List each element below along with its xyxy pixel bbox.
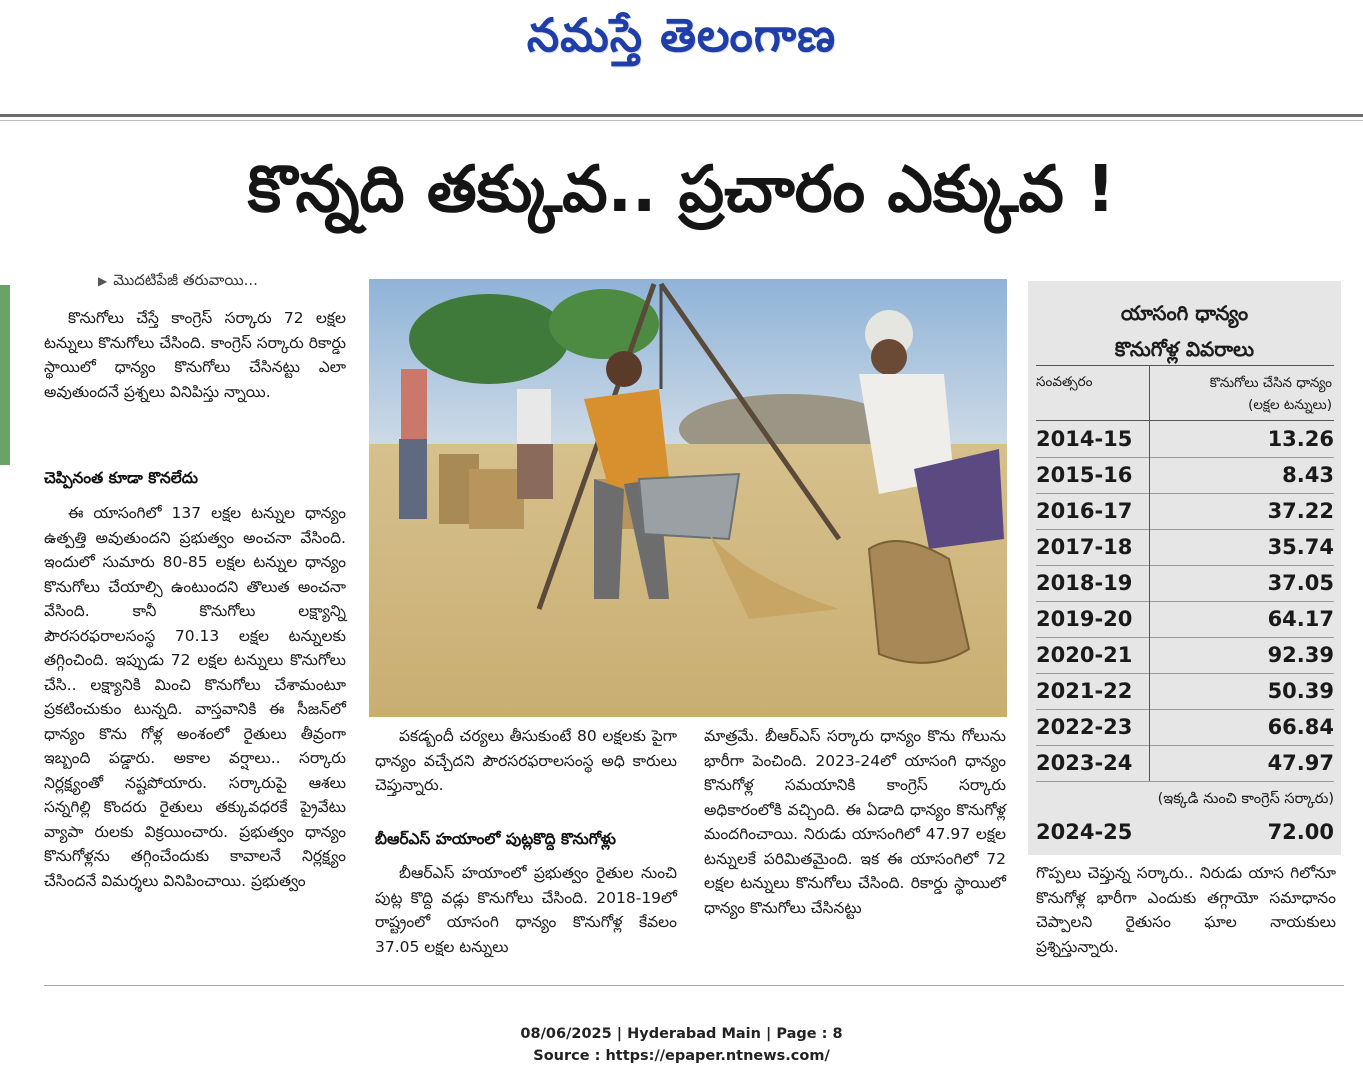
- adjacent-photo-edge: [0, 285, 10, 465]
- table-note: (ఇక్కడి నుంచి కాంగ్రెస్ సర్కారు): [1157, 791, 1334, 807]
- column-divider: [1149, 637, 1150, 673]
- row-value: 50.39: [1267, 679, 1334, 703]
- row-value: 13.26: [1267, 427, 1334, 451]
- row-year: 2020-21: [1036, 643, 1133, 667]
- table-row: [1036, 745, 1334, 782]
- masthead-rule-thin: [0, 120, 1363, 121]
- row-year: 2019-20: [1036, 607, 1133, 631]
- left-column-body: [44, 501, 346, 893]
- column-divider: [1149, 421, 1150, 457]
- left-subhead: చెప్పినంత కూడా కొనలేదు: [44, 469, 199, 487]
- final-year: 2024-25: [1036, 820, 1133, 844]
- masthead-rule: [0, 114, 1363, 117]
- row-year: 2021-22: [1036, 679, 1133, 703]
- chevron-right-icon: ▶: [98, 274, 108, 288]
- row-year: 2023-24: [1036, 751, 1133, 775]
- column-divider: [1149, 457, 1150, 493]
- table-header: [1036, 365, 1334, 421]
- row-year: 2017-18: [1036, 535, 1133, 559]
- column-divider: [1149, 673, 1150, 709]
- table-title: [1028, 295, 1341, 367]
- middle-para-2: బీఆర్‌ఎస్ హయాంలో ప్రభుత్వం రైతుల నుంచి పుట్ల కొద్ది వడ్లు కొనుగోలు చేసింది. 2018-19లో రాష్ట్రంలో యాసంగి ధాన్యం కొనుగోళ్ల కేవలం 37.05 లక్షల టన్నులు: [375, 864, 677, 956]
- left-para-1: కొనుగోలు చేస్తే కాంగ్రెస్ సర్కారు 72 లక్షల టన్నులు కొనుగోలు చేసింది. కాంగ్రెస్ సర్కారు రికార్డు స్థాయిలో ధాన్యం కొనుగోలు చేసినట్టు ఎలా అవుతుందనే ప్రశ్నలు వినిపిస్తు న్నాయి.: [44, 309, 346, 401]
- row-value: 37.05: [1267, 571, 1334, 595]
- table-row: [1036, 421, 1334, 458]
- table-title-line-1: యాసంగి ధాన్యం: [1120, 301, 1249, 325]
- footer: [0, 1023, 1363, 1067]
- column-header-value: [1152, 372, 1332, 416]
- continued-label: మొదటిపేజీ తరువాయి...: [113, 271, 258, 289]
- row-year: 2015-16: [1036, 463, 1133, 487]
- column-divider: [1149, 366, 1150, 420]
- table-title-line-2: కొనుగోళ్ల వివరాలు: [1114, 337, 1255, 361]
- row-year: 2014-15: [1036, 427, 1133, 451]
- column-header-unit: (లక్షల టన్నులు): [1248, 397, 1332, 413]
- row-value: 66.84: [1267, 715, 1334, 739]
- far-right-para-1: గొప్పలు చెప్తున్న సర్కారు.. నిరుడు యాస గిలోనూ కొనుగోళ్ల భారీగా ఎందుకు తగ్గాయో సమాధానం చెప్పాలని రైతుసం ఘాల నాయకులు ప్రశ్నిస్తున్నారు.: [1036, 864, 1336, 956]
- table-row: [1036, 529, 1334, 566]
- row-value: 47.97: [1267, 751, 1334, 775]
- news-photo-grain-procurement: [369, 279, 1007, 717]
- photo-illustration: [369, 279, 1007, 717]
- table-row: [1036, 673, 1334, 710]
- right-para-1: మాత్రమే. బీఆర్‌ఎస్ సర్కారు ధాన్యం కొను గోలును భారీగా పెంచింది. 2023-24లో యాసంగి ధాన్యం కొనుగోళ్ల సమయానికి కాంగ్రెస్ సర్కారు అధికారంలోకి వచ్చింది. ఈ ఏడాది ధాన్యం కొనుగోళ్ల మందగించాయి. నిరుడు యాసంగిలో 47.97 లక్షల టన్నులకే పరిమితమైంది. ఇక ఈ యాసంగిలో 72 లక్షల టన్నులు కొనుగోలు చేసింది. రికార్డు స్థాయిలో ధాన్యం కొనుగోలు చేసినట్టు: [704, 727, 1006, 917]
- row-year: 2022-23: [1036, 715, 1133, 739]
- row-value: 64.17: [1267, 607, 1334, 631]
- column-divider: [1149, 529, 1150, 565]
- procurement-table-box: [1028, 281, 1341, 855]
- column-divider: [1149, 745, 1150, 781]
- footer-date-edition: 08/06/2025 | Hyderabad Main | Page : 8: [520, 1026, 843, 1042]
- table-row: [1036, 637, 1334, 674]
- table-row: [1036, 457, 1334, 494]
- row-value: 92.39: [1267, 643, 1334, 667]
- left-column: [44, 306, 346, 404]
- column-divider: [1149, 601, 1150, 637]
- row-value: 8.43: [1282, 463, 1334, 487]
- table-row: [1036, 709, 1334, 746]
- middle-column: [375, 724, 677, 798]
- column-divider: [1149, 493, 1150, 529]
- right-column: [704, 724, 1006, 920]
- middle-subhead: బీఆర్‌ఎస్ హయాంలో పుట్లకొద్ది కొనుగోళ్లు: [375, 830, 616, 848]
- table-row: [1036, 493, 1334, 530]
- column-divider: [1149, 709, 1150, 745]
- middle-para-1: పకడ్బందీ చర్యలు తీసుకుంటే 80 లక్షలకు పైగా ధాన్యం వచ్చేదని పౌరసరఫరాలసంస్థ అధి కారులు చెప్తున్నారు.: [375, 727, 677, 794]
- middle-column-body: [375, 861, 677, 959]
- masthead: [0, 0, 1363, 80]
- column-header-year: సంవత్సరం: [1036, 374, 1093, 390]
- continued-from-front-page: [98, 271, 258, 293]
- final-value: 72.00: [1267, 820, 1334, 844]
- row-value: 35.74: [1267, 535, 1334, 559]
- column-divider: [1149, 565, 1150, 601]
- row-value: 37.22: [1267, 499, 1334, 523]
- column-header-value-label: కొనుగోలు చేసిన ధాన్యం: [1209, 375, 1332, 391]
- footer-source: Source : https://epaper.ntnews.com/: [533, 1048, 830, 1064]
- row-year: 2018-19: [1036, 571, 1133, 595]
- far-right-column: [1036, 861, 1336, 959]
- bottom-rule: [44, 985, 1344, 986]
- left-para-2: ఈ యాసంగిలో 137 లక్షల టన్నుల ధాన్యం ఉత్పత్తి అవుతుందని ప్రభుత్వం అంచనా వేసింది. ఇందులో సుమారు 80-85 లక్షల టన్నుల ధాన్యం కొనుగోలు చేయాల్సి ఉంటుందని తొలుత అంచనా వేసింది. కానీ కొనుగోలు లక్ష్యాన్ని పౌరసరఫరాలసంస్థ 70.13 లక్షల టన్నులకు తగ్గించింది. ఇప్పుడు 72 లక్షల టన్నులు కొనుగోలు చేసి.. లక్ష్యానికి మించి కొనుగోలు చేశామంటూ ప్రకటించుకుం టున్నది. వాస్తవానికి ఈ సీజన్‌లో ధాన్యం కొను గోళ్ల అంశంలో రైతులు తీవ్రంగా ఇబ్బంది పడ్డారు. అకాల వర్షాలు.. సర్కారు నిర్లక్ష్యంతో నష్టపోయారు. సర్కారుపై ఆశలు సన్నగిల్లి కొందరు రైతులు తక్కువధరకే ప్రైవేటు వ్యాపా రులకు విక్రయించారు. ప్రభుత్వం ధాన్యం కొనుగోళ్లను తగ్గించేందుకు కావాలనే నిర్లక్ష్యం చేసిందనే విమర్శలు వినిపించాయి. ప్రభుత్వం: [44, 504, 346, 890]
- row-year: 2016-17: [1036, 499, 1133, 523]
- headline: కొన్నది తక్కువ.. ప్రచారం ఎక్కువ !: [247, 153, 1116, 227]
- table-row-final: [1036, 815, 1334, 849]
- masthead-title: నమస్తే తెలంగాణ: [526, 8, 837, 62]
- table-row: [1036, 601, 1334, 638]
- table-row: [1036, 565, 1334, 602]
